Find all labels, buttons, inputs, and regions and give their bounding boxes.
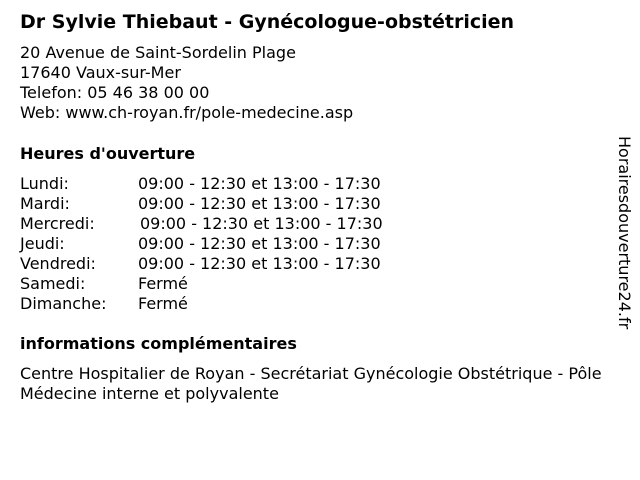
day-label: Vendredi: — [20, 254, 96, 273]
opening-hours-heading: Heures d'ouverture — [20, 144, 196, 163]
day-label: Jeudi: — [20, 234, 65, 253]
day-hours: Fermé — [138, 274, 188, 293]
day-label: Dimanche: — [20, 294, 107, 313]
day-hours: Fermé — [138, 294, 188, 313]
day-label: Samedi: — [20, 274, 86, 293]
watermark — [612, 136, 636, 346]
day-hours: 09:00 - 12:30 et 13:00 - 17:30 — [138, 194, 381, 213]
day-label: Mercredi: — [20, 214, 95, 233]
day-hours: 09:00 - 12:30 et 13:00 - 17:30 — [138, 254, 381, 273]
watermark-text: Horairesdouverture24.fr — [615, 136, 634, 330]
city-address: 17640 Vaux-sur-Mer — [20, 63, 181, 82]
day-label: Lundi: — [20, 174, 69, 193]
phone-number: Telefon: 05 46 38 00 00 — [20, 83, 210, 102]
additional-info-text: Centre Hospitalier de Royan - Secrétariat Gynécologie Obstétrique - Pôle Médecine interne et polyvalente — [20, 364, 602, 403]
day-hours: 09:00 - 12:30 et 13:00 - 17:30 — [138, 174, 381, 193]
day-hours: 09:00 - 12:30 et 13:00 - 17:30 — [140, 214, 383, 233]
page-title: Dr Sylvie Thiebaut - Gynécologue-obstétricien — [20, 11, 515, 33]
website-line: Web: www.ch-royan.fr/pole-medecine.asp — [20, 103, 354, 122]
additional-info-heading: informations complémentaires — [20, 334, 297, 353]
day-label: Mardi: — [20, 194, 70, 213]
day-hours: 09:00 - 12:30 et 13:00 - 17:30 — [138, 234, 381, 253]
street-address: 20 Avenue de Saint-Sordelin Plage — [20, 43, 296, 62]
contact-block — [20, 43, 353, 123]
